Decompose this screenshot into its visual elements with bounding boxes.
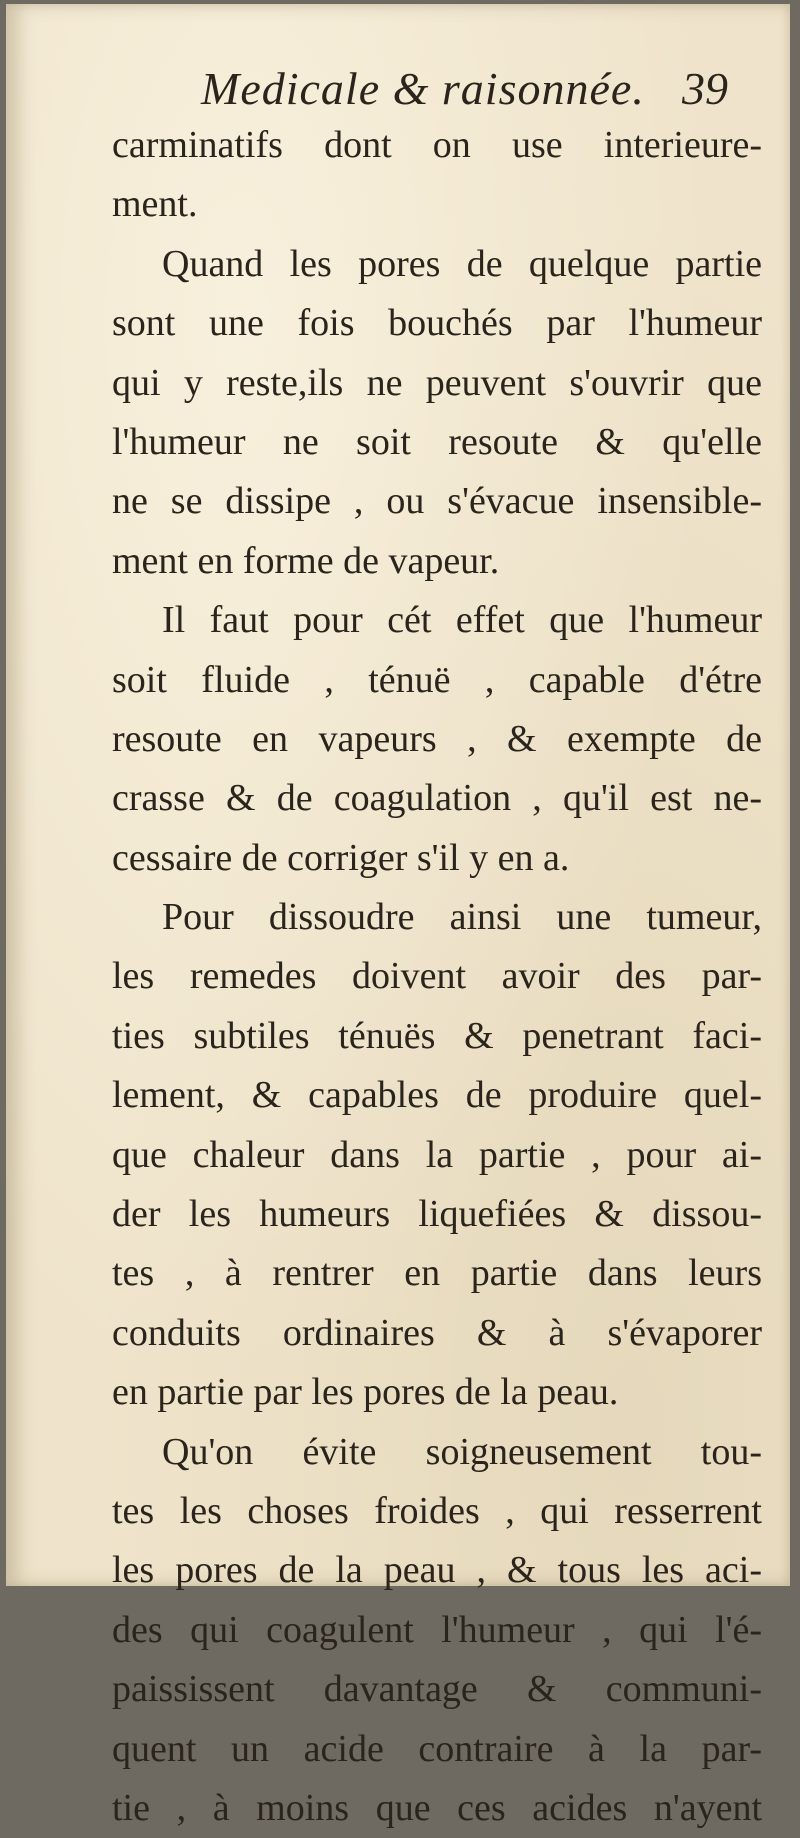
page-number: 39 [682,63,728,114]
text-line: carminatifs dont on use interieure- [112,124,762,166]
text-line: tes les choses froides , qui resserrent [112,1489,762,1532]
text-line: der les humeurs liquefiées & dissou- [112,1193,762,1236]
text-line: les pores de la peau , & tous les aci- [112,1549,762,1592]
running-title: Medicale & raisonnée. [201,63,645,114]
text-line: qui y reste,ils ne peuvent s'ouvrir que [112,361,762,404]
text-line: crasse & de coagulation , qu'il est ne- [112,777,762,820]
text-line: sont une fois bouchés par l'humeur [112,302,762,345]
text-line: quent un acide contraire à la par- [112,1727,762,1770]
text-line: l'humeur ne soit resoute & qu'elle [112,420,762,463]
text-line: que chaleur dans la partie , pour ai- [112,1133,762,1176]
text-line: Pour dissoudre ainsi une tumeur, [162,896,762,939]
text-line: ne se dissipe , ou s'évacue insensible- [112,480,762,523]
text-line: ment. [112,183,198,226]
text-line: resoute en vapeurs , & exempte de [112,717,762,760]
text-line: ties subtiles ténuës & penetrant faci- [112,1014,762,1057]
text-line: lement, & capables de produire quel- [112,1074,762,1117]
text-line: des qui coagulent l'humeur , qui l'é- [112,1608,762,1651]
body-text [112,116,762,1838]
text-line: paississent davantage & communi- [112,1668,762,1711]
text-line: Quand les pores de quelque partie [162,242,762,285]
text-line: soit fluide , ténuë , capable d'étre [112,658,762,701]
text-line: tes , à rentrer en partie dans leurs [112,1252,762,1295]
text-line: conduits ordinaires & à s'évaporer [112,1311,762,1354]
text-line: cessaire de corriger s'il y en a. [112,836,570,879]
text-line: en partie par les pores de la peau. [112,1371,619,1414]
text-line: Qu'on évite soigneusement tou- [162,1430,762,1473]
text-line: tie , à moins que ces acides n'ayent [112,1786,762,1829]
text-line: ment en forme de vapeur. [112,539,500,582]
book-page [6,4,790,1829]
text-line: Il faut pour cét effet que l'humeur [162,599,762,642]
text-line: les remedes doivent avoir des par- [112,955,762,998]
page-header [6,56,790,116]
